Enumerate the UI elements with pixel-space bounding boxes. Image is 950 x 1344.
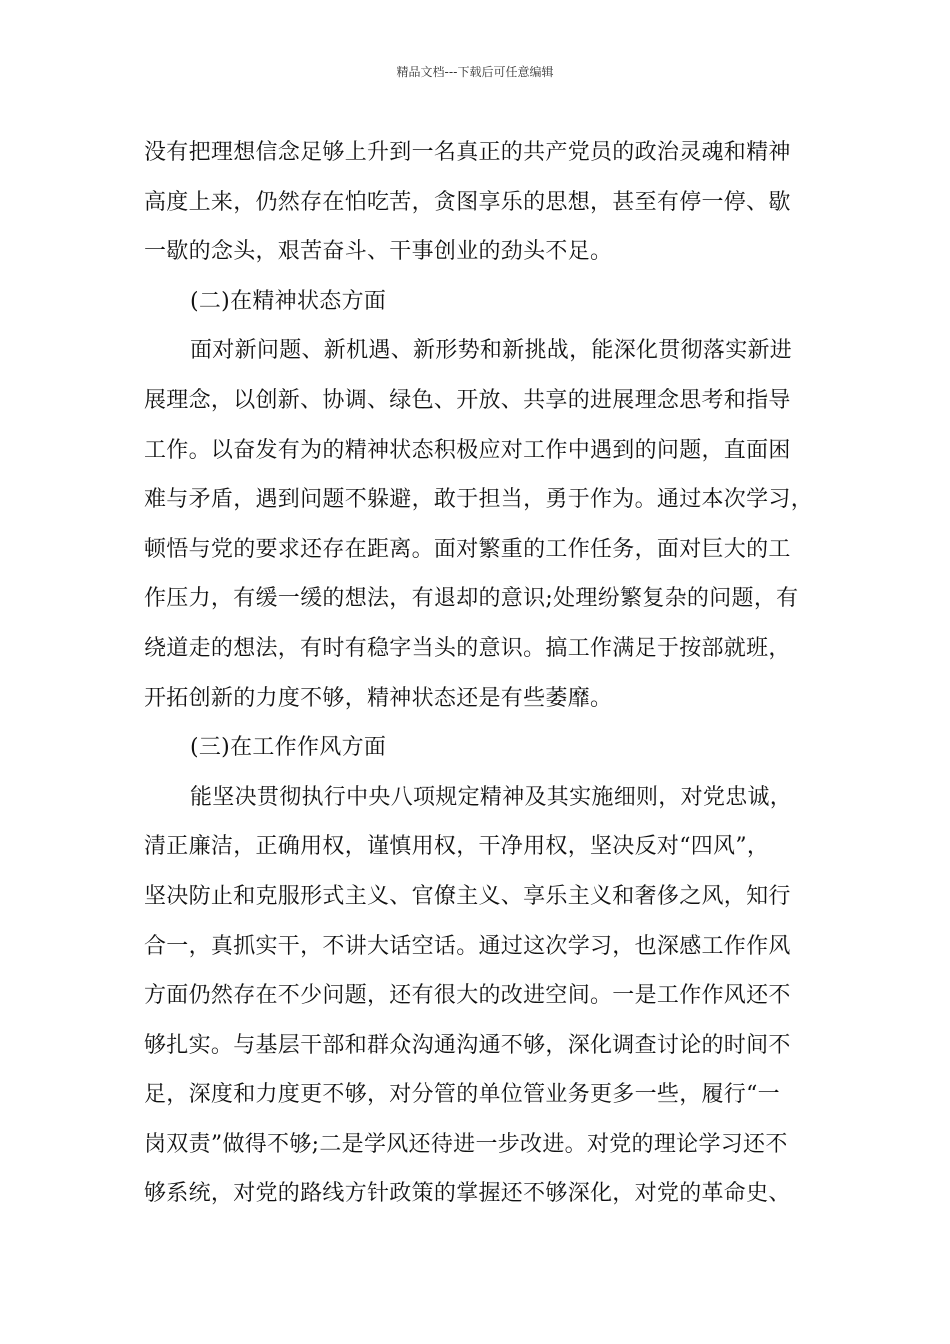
- text-line: 顿悟与党的要求还存在距离。面对繁重的工作任务，面对巨大的工: [144, 536, 791, 562]
- text-line: 够系统，对党的路线方针政策的掌握还不够深化，对党的革命史、: [144, 1181, 791, 1207]
- text-line: 开拓创新的力度不够，精神状态还是有些萎靡。: [144, 685, 613, 711]
- text-line: 方面仍然存在不少问题，还有很大的改进空间。一是工作作风还不: [144, 983, 791, 1009]
- text-line: 高度上来，仍然存在怕吃苦，贪图享乐的思想，甚至有停一停、歇: [144, 189, 791, 215]
- section-heading: (二)在精神状态方面: [190, 288, 387, 314]
- page-header: 精品文档---下载后可任意编辑: [396, 65, 554, 79]
- text-line: 合一，真抓实干，不讲大话空话。通过这次学习，也深感工作作风: [144, 933, 791, 959]
- text-line: 岗双责”做得不够;二是学风还待进一步改进。对党的理论学习还不: [144, 1131, 788, 1157]
- text-line: 没有把理想信念足够上升到一名真正的共产党员的政治灵魂和精神: [144, 140, 791, 165]
- text-line: 绕道走的想法，有时有稳字当头的意识。搞工作满足于按部就班，: [144, 635, 791, 661]
- text-line: 作压力，有缓一缓的想法，有退却的意识;处理纷繁复杂的问题，有: [144, 586, 799, 612]
- document-body: [144, 133, 816, 1224]
- text-line: 够扎实。与基层干部和群众沟通沟通不够，深化调查讨论的时间不: [144, 1032, 791, 1058]
- paragraph-first-line: 面对新问题、新机遇、新形势和新挑战，能深化贯彻落实新进: [190, 338, 793, 364]
- text-line: 坚决防止和克服形式主义、官僚主义、享乐主义和奢侈之风，知行: [144, 883, 791, 909]
- text-line: 工作。以奋发有为的精神状态积极应对工作中遇到的问题，直面困: [144, 437, 791, 463]
- text-line: 一歇的念头，艰苦奋斗、干事创业的劲头不足。: [144, 239, 613, 265]
- text-line: 展理念，以创新、协调、绿色、开放、共享的进展理念思考和指导: [144, 387, 791, 413]
- text-line: 清正廉洁，正确用权，谨慎用权，干净用权，坚决反对“四风”，: [144, 834, 770, 860]
- paragraph-first-line: 能坚决贯彻执行中央八项规定精神及其实施细则，对党忠诚，: [190, 784, 793, 810]
- text-line: 难与矛盾，遇到问题不躲避，敢于担当，勇于作为。通过本次学习，: [144, 487, 814, 513]
- text-line: 足，深度和力度更不够，对分管的单位管业务更多一些，履行“一: [144, 1082, 780, 1108]
- section-heading: (三)在工作作风方面: [190, 735, 387, 761]
